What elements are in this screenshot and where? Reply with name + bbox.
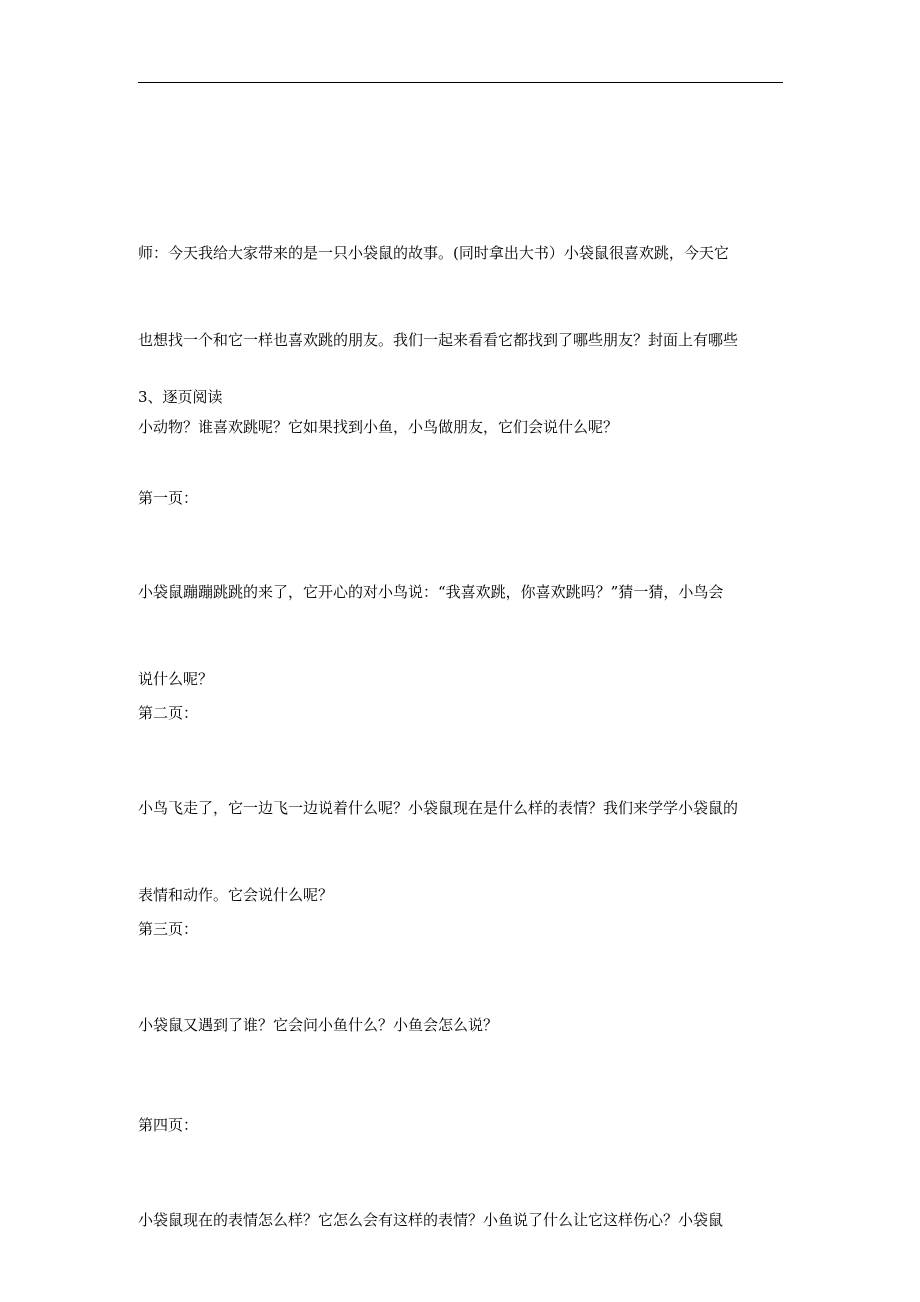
paragraph-page-4 <box>138 1148 783 1264</box>
text-line: 第四页： <box>138 1116 199 1134</box>
header-rule <box>138 82 783 83</box>
text-line: 小袋鼠现在的表情怎么样？它怎么会有这样的表情？小鱼说了什么让它这样伤心？小袋鼠 <box>138 1211 724 1229</box>
text-line: 第三页： <box>138 920 199 938</box>
text-line: 小动物？谁喜欢跳呢？它如果找到小鱼，小鸟做朋友，它们会说什么呢？ <box>138 418 619 436</box>
text-line: 师：今天我给大家带来的是一只小袋鼠的故事。(同时拿出大书）小袋鼠很喜欢跳，今天它 <box>138 244 729 262</box>
text-line: 也想找一个和它一样也喜欢跳的朋友。我们一起来看看它都找到了哪些朋友？封面上有哪些 <box>138 331 739 349</box>
paragraph-page-3 <box>138 953 783 1069</box>
text-line: 小袋鼠又遇到了谁？它会问小鱼什么？小鱼会怎么说？ <box>138 1016 499 1034</box>
text-line: 第二页： <box>138 704 199 722</box>
text-line: 小袋鼠蹦蹦跳跳的来了，它开心的对小鸟说：“我喜欢跳，你喜欢跳吗？”猜一猜，小鸟会 <box>138 583 724 601</box>
section-heading <box>138 325 783 441</box>
text-line: 3、逐页阅读 <box>138 388 223 406</box>
text-line: 说什么呢？ <box>138 670 214 688</box>
text-line: 第一页： <box>138 489 199 507</box>
text-line: 表情和动作。它会说什么呢？ <box>138 886 334 904</box>
text-line: 小鸟飞走了，它一边飞一边说着什么呢？小袋鼠现在是什么样的表情？我们来学学小袋鼠的 <box>138 799 739 817</box>
